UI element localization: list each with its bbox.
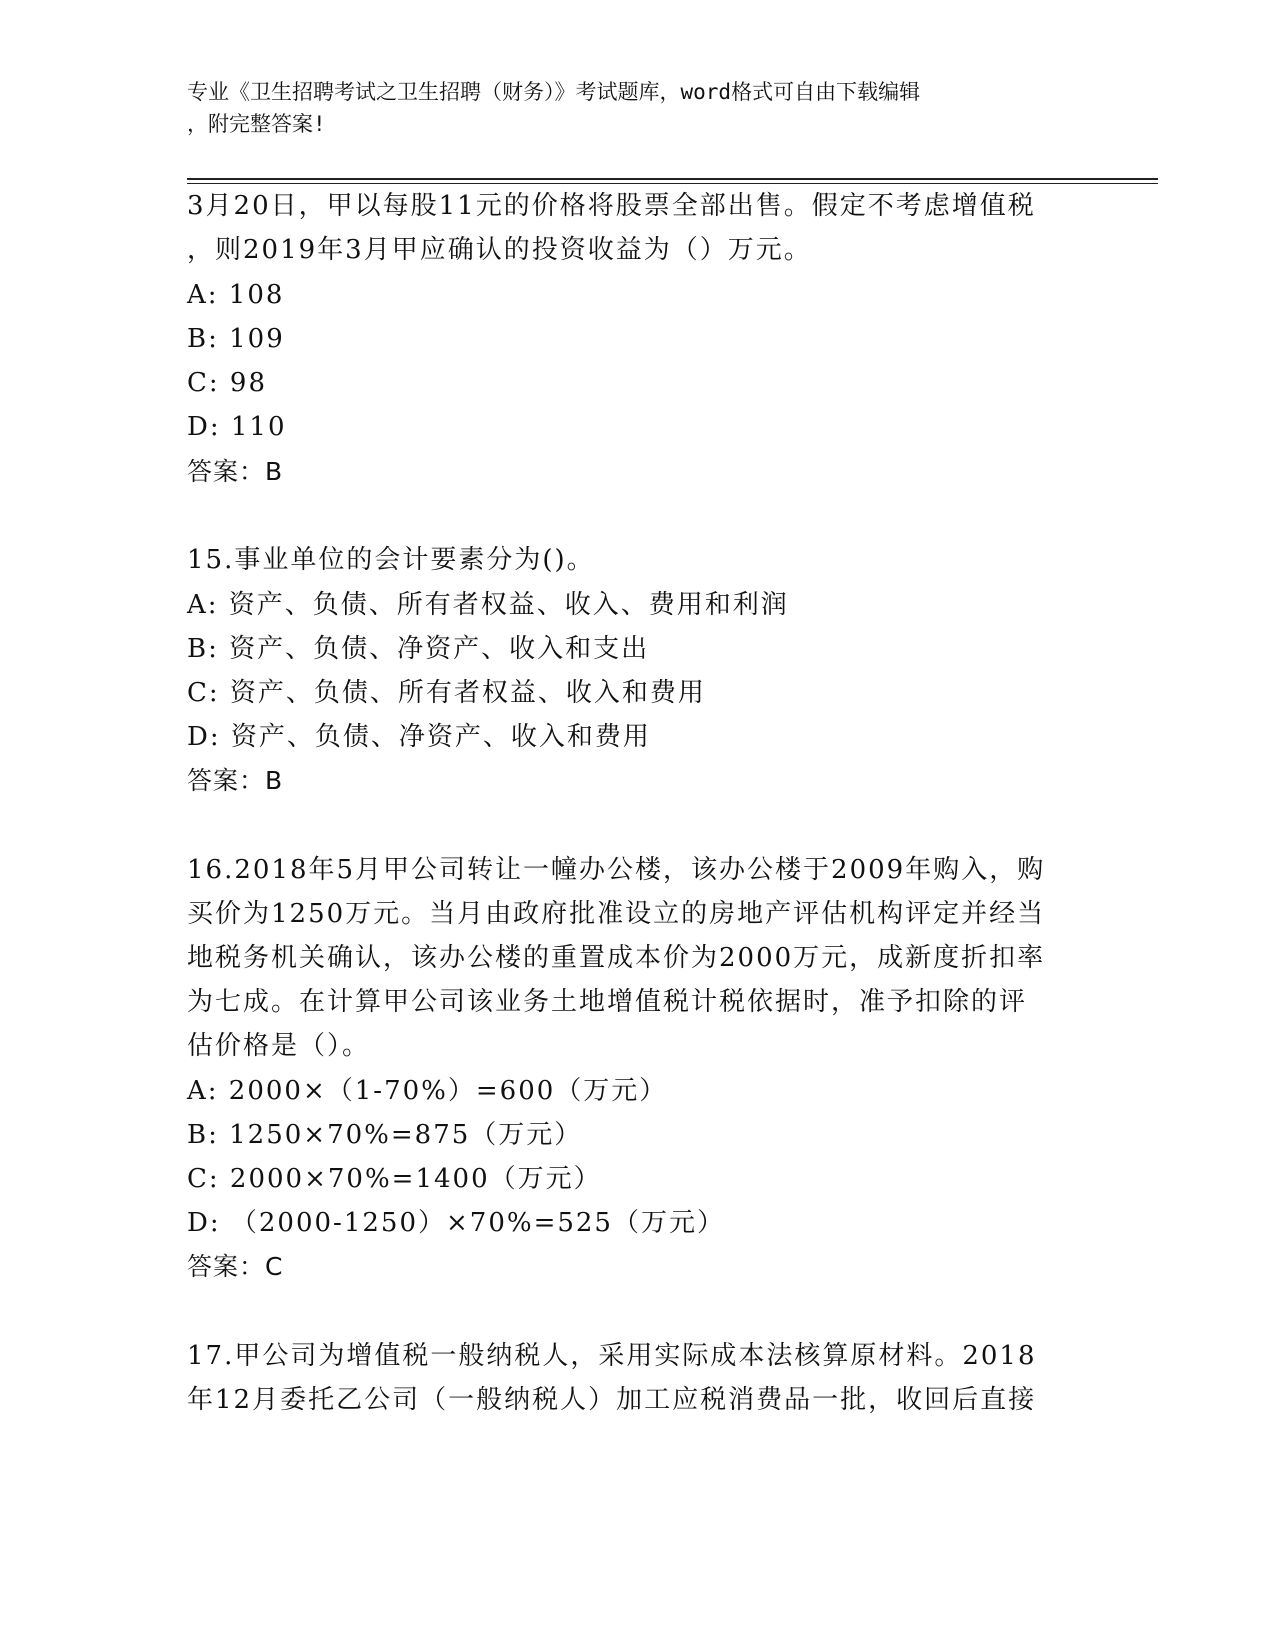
question-17-text-line-1: 17.甲公司为增值税一般纳税人，采用实际成本法核算原材料。2018 xyxy=(187,1341,1037,1371)
header-line-1: 专业《卫生招聘考试之卫生招聘（财务）》考试题库，word格式可自由下载编辑 xyxy=(187,80,921,104)
question-14-option-b: B: 109 xyxy=(187,324,285,354)
question-14-answer: 答案：B xyxy=(187,457,284,486)
question-15-option-b: B: 资产、负债、净资产、收入和支出 xyxy=(187,634,650,664)
question-16-text-line-1: 16.2018年5月甲公司转让一幢办公楼，该办公楼于2009年购入，购 xyxy=(187,855,1046,885)
question-15-text-line-1: 15.事业单位的会计要素分为()。 xyxy=(187,545,595,575)
header-line-2: ，附完整答案! xyxy=(187,112,326,136)
question-16-text-line-2: 买价为1250万元。当月由政府批准设立的房地产评估机构评定并经当 xyxy=(187,899,1046,929)
question-14-text-line-1: 3月20日，甲以每股11元的价格将股票全部出售。假定不考虑增值税 xyxy=(187,191,1036,221)
document-header xyxy=(187,76,1087,140)
question-16-text-line-3: 地税务机关确认，该办公楼的重置成本价为2000万元，成新度折扣率 xyxy=(187,943,1046,973)
question-15-option-d: D: 资产、负债、净资产、收入和费用 xyxy=(187,722,651,752)
question-14-option-c: C: 98 xyxy=(187,368,268,398)
header-divider-thick xyxy=(187,178,1158,180)
question-15-option-c: C: 资产、负债、所有者权益、收入和费用 xyxy=(187,678,706,708)
question-16-text-line-4: 为七成。在计算甲公司该业务土地增值税计税依据时，准予扣除的评 xyxy=(187,987,1028,1017)
question-15-answer: 答案：B xyxy=(187,766,284,795)
question-16-text-line-5: 估价格是（）。 xyxy=(187,1031,371,1061)
question-16-option-d: D: （2000-1250）×70%=525（万元） xyxy=(187,1208,725,1238)
header-divider-thin xyxy=(187,183,1158,184)
question-14-text-line-2: ，则2019年3月甲应确认的投资收益为（）万元。 xyxy=(187,235,812,265)
question-14-option-d: D: 110 xyxy=(187,412,287,442)
question-16-option-b: B: 1250×70%=875（万元） xyxy=(187,1120,583,1150)
question-16-option-c: C: 2000×70%=1400（万元） xyxy=(187,1164,602,1194)
question-17-text-line-2: 年12月委托乙公司（一般纳税人）加工应税消费品一批，收回后直接 xyxy=(187,1385,1037,1415)
question-16-option-a: A: 2000×（1-70%）=600（万元） xyxy=(187,1076,668,1106)
question-16-answer: 答案：C xyxy=(187,1252,284,1281)
question-14-option-a: A: 108 xyxy=(187,280,285,310)
question-15-option-a: A: 资产、负债、所有者权益、收入、费用和利润 xyxy=(187,590,789,620)
